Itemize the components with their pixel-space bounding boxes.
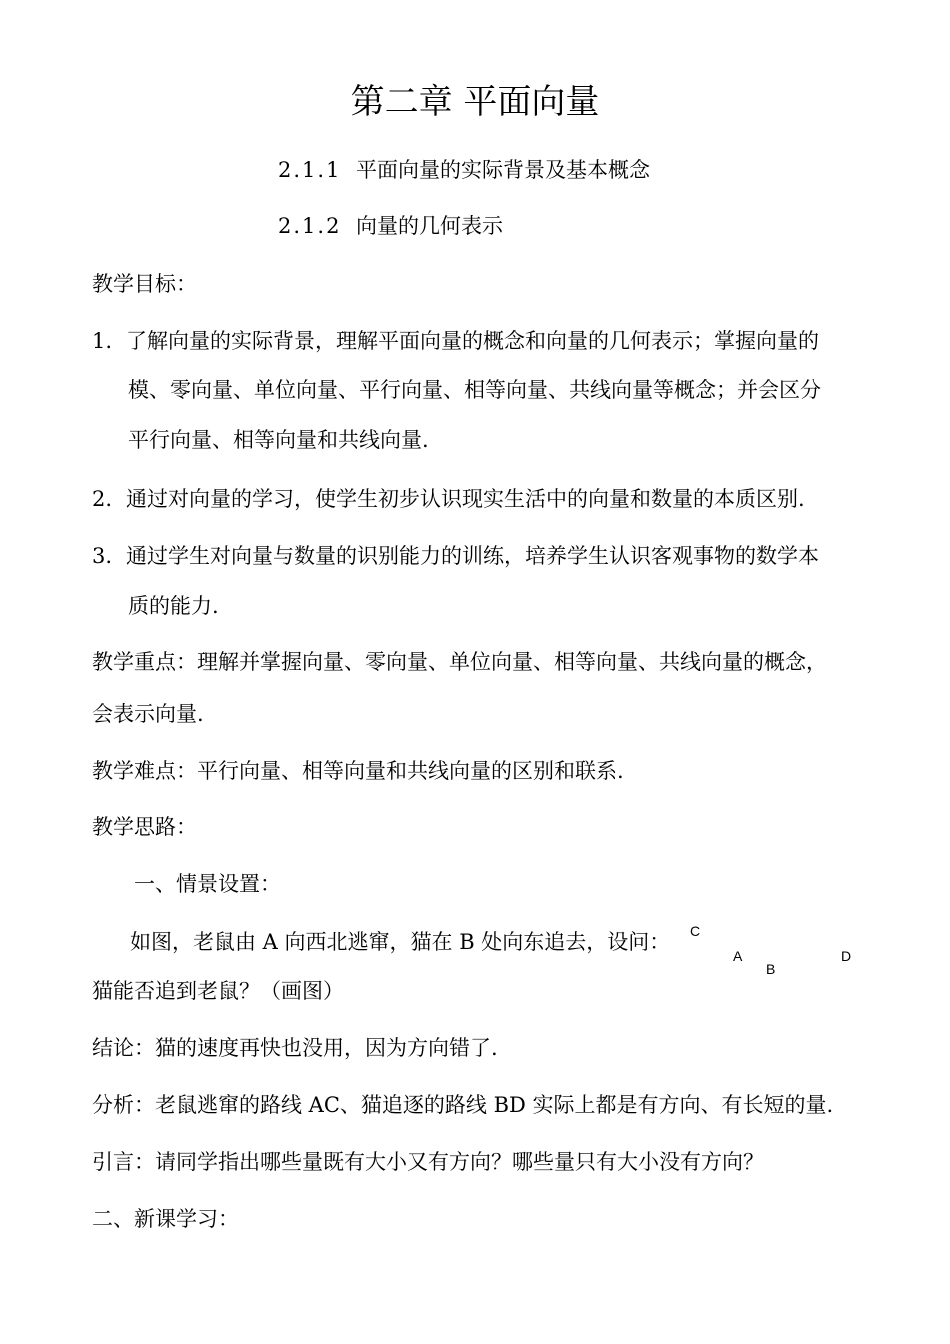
point-label-b: B	[766, 961, 776, 977]
scenario-line-2: 猫能否追到老鼠？（画图）	[92, 979, 344, 1003]
analysis: 分析：老鼠逃窜的路线 AC、猫追逐的路线 BD 实际上都是有方向、有长短的量.	[92, 1093, 834, 1117]
objective-number: 2.	[92, 487, 113, 511]
objective-3-line-1: 3. 通过学生对向量与数量的识别能力的训练，培养学生认识客观事物的数学本	[92, 544, 819, 568]
objective-number: 3.	[92, 544, 113, 568]
key-points-line-1: 教学重点：理解并掌握向量、零向量、单位向量、相等向量、共线向量的概念，	[92, 650, 827, 674]
objective-number: 1.	[92, 329, 113, 353]
subtitle-text: 平面向量的实际背景及基本概念	[356, 158, 650, 182]
difficulties: 教学难点：平行向量、相等向量和共线向量的区别和联系.	[92, 759, 624, 783]
objective-1-line-1: 1. 了解向量的实际背景，理解平面向量的概念和向量的几何表示；掌握向量的	[92, 329, 819, 353]
objective-1-line-2: 模、零向量、单位向量、平行向量、相等向量、共线向量等概念；并会区分	[128, 378, 821, 402]
objective-3-line-2: 质的能力.	[128, 594, 219, 618]
point-label-c: C	[690, 923, 701, 939]
approach-heading: 教学思路：	[92, 815, 197, 839]
scenario-line-1: 如图，老鼠由 A 向西北逃窜，猫在 B 处向东追去，设问：	[130, 930, 671, 954]
key-points-line-2: 会表示向量.	[92, 702, 204, 726]
subtitle-1	[278, 156, 650, 184]
section-two-heading: 二、新课学习：	[92, 1207, 239, 1231]
subtitle-number: 2.1.2	[278, 214, 342, 238]
point-label-d: D	[841, 948, 852, 964]
section-one-heading: 一、情景设置：	[134, 872, 281, 896]
subtitle-text: 向量的几何表示	[356, 214, 503, 238]
subtitle-number: 2.1.1	[278, 158, 342, 182]
introduction: 引言：请同学指出哪些量既有大小又有方向？哪些量只有大小没有方向？	[92, 1150, 764, 1174]
chapter-title: 第二章 平面向量	[350, 82, 600, 122]
objectives-heading: 教学目标：	[92, 272, 197, 296]
objective-2-line-1: 2. 通过对向量的学习，使学生初步认识现实生活中的向量和数量的本质区别.	[92, 487, 805, 511]
subtitle-2	[278, 212, 503, 240]
objective-1-line-3: 平行向量、相等向量和共线向量.	[128, 428, 429, 452]
conclusion: 结论：猫的速度再快也没用，因为方向错了.	[92, 1036, 498, 1060]
point-label-a: A	[733, 948, 743, 964]
